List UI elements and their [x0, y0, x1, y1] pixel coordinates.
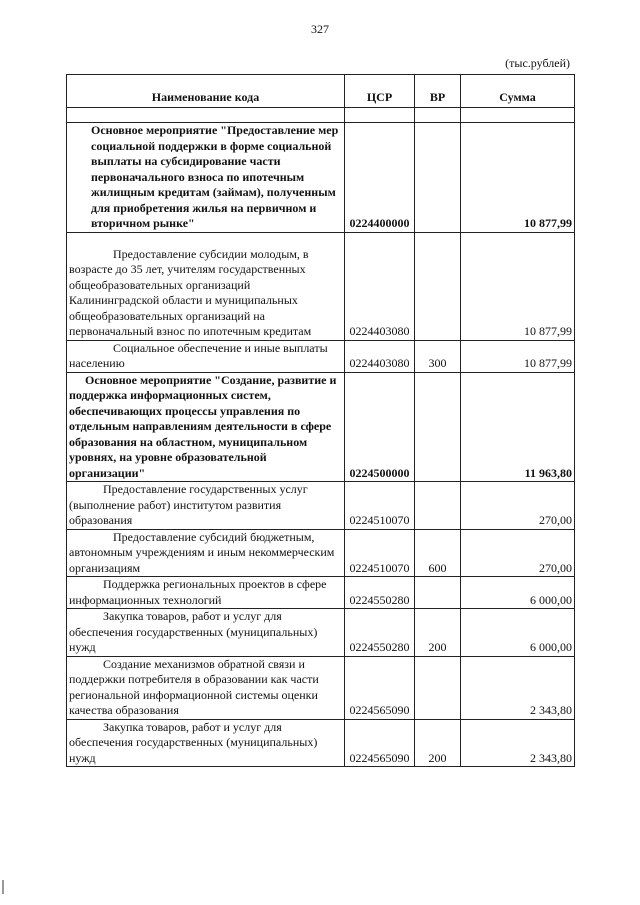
row-name: Основное мероприятие "Создание, развитие и поддержка информационных систем, обеспечивающих процессы управления по отдельным направлениям деятельности в сфере образования на областном, муниципальном уровнях, на уровне образовательной организации" [67, 372, 345, 482]
row-vr [415, 656, 461, 719]
table-header-row [67, 75, 575, 108]
row-csr: 0224400000 [345, 123, 415, 233]
table-row [67, 577, 575, 609]
row-vr: 200 [415, 609, 461, 657]
header-sum: Сумма [461, 75, 575, 108]
row-sum: 10 877,99 [461, 340, 575, 372]
row-sum: 2 343,80 [461, 719, 575, 767]
row-name: Социальное обеспечение и иные выплаты населению [67, 340, 345, 372]
row-vr: 600 [415, 529, 461, 577]
row-sum: 270,00 [461, 529, 575, 577]
row-csr: 0224510070 [345, 529, 415, 577]
row-sum: 11 963,80 [461, 372, 575, 482]
row-csr: 0224550280 [345, 609, 415, 657]
header-csr: ЦСР [345, 75, 415, 108]
row-csr: 0224565090 [345, 656, 415, 719]
scan-edge-mark [2, 880, 4, 894]
row-csr: 0224550280 [345, 577, 415, 609]
table-row [67, 529, 575, 577]
row-vr [415, 372, 461, 482]
row-name: Предоставление субсидий бюджетным, автономным учреждениям и иным некоммерческим организациям [67, 529, 345, 577]
table-row [67, 609, 575, 657]
row-sum: 270,00 [461, 482, 575, 530]
row-vr [415, 577, 461, 609]
row-name: Закупка товаров, работ и услуг для обеспечения государственных (муниципальных) нужд [67, 609, 345, 657]
row-vr [415, 123, 461, 233]
row-sum: 6 000,00 [461, 577, 575, 609]
header-vr: ВР [415, 75, 461, 108]
row-csr: 0224500000 [345, 372, 415, 482]
table-row [67, 232, 575, 340]
row-name: Предоставление государственных услуг (выполнение работ) институтом развития образования [67, 482, 345, 530]
row-csr: 0224565090 [345, 719, 415, 767]
table-row [67, 372, 575, 482]
row-vr [415, 482, 461, 530]
row-vr: 300 [415, 340, 461, 372]
row-vr [415, 232, 461, 340]
row-csr: 0224510070 [345, 482, 415, 530]
row-sum: 6 000,00 [461, 609, 575, 657]
row-name: Основное мероприятие "Предоставление мер социальной поддержки в форме социальной выплаты на субсидирование части первоначального взноса по ипотечным жилищным кредитам (займам), полученным для приобретения жилья на первичном и вторичном рынке" [67, 123, 345, 233]
row-name: Предоставление субсидии молодым, в возрасте до 35 лет, учителям государственных общеобразовательных организаций Калининградской области и муниципальных общеобразовательных организаций на первоначальный взнос по ипотечным кредитам [67, 232, 345, 340]
row-csr: 0224403080 [345, 340, 415, 372]
row-vr: 200 [415, 719, 461, 767]
table-row [67, 482, 575, 530]
spacer-row [67, 108, 575, 123]
row-name: Поддержка региональных проектов в сфере информационных технологий [67, 577, 345, 609]
row-sum: 10 877,99 [461, 123, 575, 233]
table-row [67, 123, 575, 233]
row-name: Закупка товаров, работ и услуг для обеспечения государственных (муниципальных) нужд [67, 719, 345, 767]
budget-table [66, 74, 575, 767]
row-name: Создание механизмов обратной связи и поддержки потребителя в образовании как части региональной информационной системы оценки качества образования [67, 656, 345, 719]
page-number: 327 [311, 22, 329, 36]
units-label: (тыс.рублей) [505, 56, 570, 70]
table-row [67, 719, 575, 767]
row-sum: 10 877,99 [461, 232, 575, 340]
row-sum: 2 343,80 [461, 656, 575, 719]
row-csr: 0224403080 [345, 232, 415, 340]
table-row [67, 340, 575, 372]
table-row [67, 656, 575, 719]
header-name: Наименование кода [67, 75, 345, 108]
